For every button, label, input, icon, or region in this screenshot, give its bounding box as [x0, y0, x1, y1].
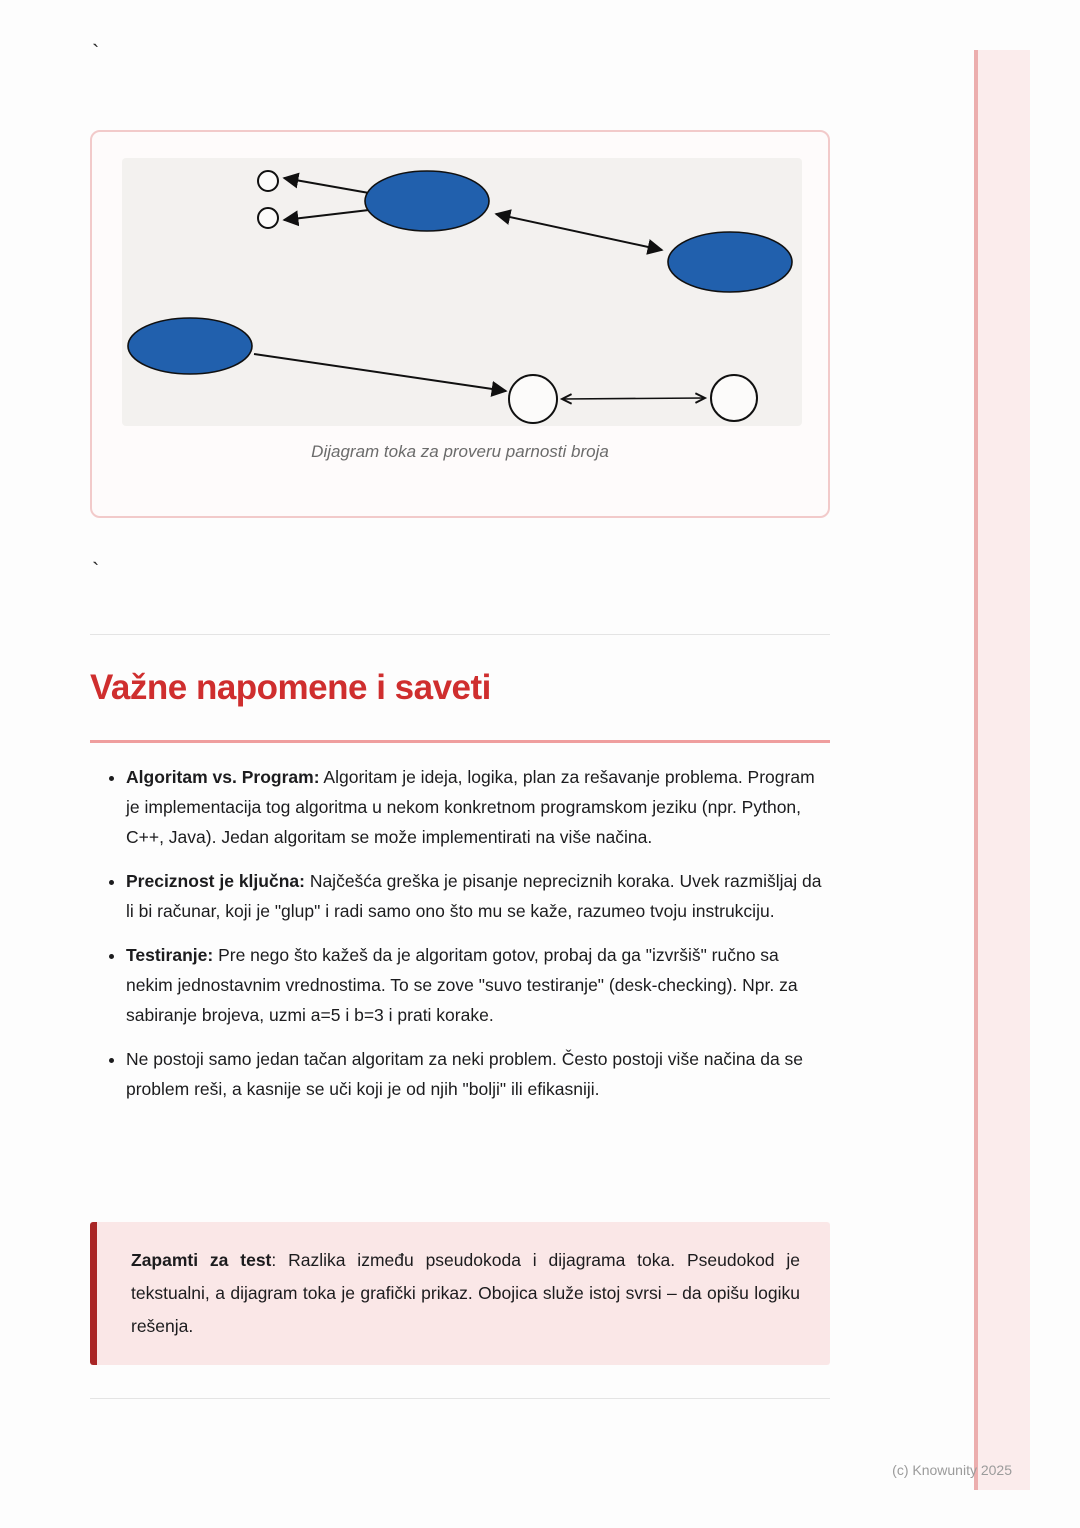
double-arrow-bottom — [562, 398, 705, 399]
callout-body: : Razlika između pseudokoda i dijagrama toka. Pseudokod je tekstualni, a dijagram toka je grafički prikaz. Obojica služe istoj svrsi – da opišu logiku rešenja. — [131, 1250, 800, 1336]
section-divider-bottom — [90, 1398, 830, 1399]
ellipse-node-top — [365, 171, 489, 231]
stray-backtick-bottom: ` — [92, 558, 100, 583]
list-item-text: Najčešća greška je pisanje nepreciznih koraka. Uvek razmišljaj da li bi računar, koji je "glup" i radi samo ono što mu se kaže, razumeo tvoju instrukciju. — [126, 871, 822, 921]
arrow-left-to-bottom-circle — [254, 354, 506, 391]
list-item-text: Ne postoji samo jedan tačan algoritam za neki problem. Često postoji više načina da se problem reši, a kasnije se uči koji je od njih "bolji" ili efikasniji. — [126, 1049, 804, 1099]
callout-box — [90, 1222, 830, 1365]
diagram-area — [122, 158, 802, 426]
list-item — [126, 762, 830, 852]
list-item — [126, 866, 830, 926]
list-item-text: Pre nego što kažeš da je algoritam gotov, probaj da ga "izvršiš" ručno sa nekim jednostavnim vrednostima. To se zove "suvo testiranje" (desk-checking). Npr. za sabiranje brojeva, uzmi a=5 i b=3 i prati korake. — [126, 945, 798, 1025]
section-title: Važne napomene i saveti — [90, 668, 491, 707]
arrow-to-small-circle-1 — [284, 178, 369, 193]
flowchart-diagram — [122, 158, 802, 426]
list-item-lead: Testiranje: — [126, 945, 214, 965]
arrow-to-small-circle-2 — [284, 210, 369, 220]
small-circle-node-2 — [258, 208, 278, 228]
notes-list — [90, 762, 830, 1118]
bottom-circle-node-1 — [509, 375, 557, 423]
ellipse-node-right — [668, 232, 792, 292]
copyright-text: (c) Knowunity 2025 — [892, 1462, 1012, 1478]
figure-caption: Dijagram toka za proveru parnosti broja — [311, 442, 609, 461]
callout-lead: Zapamti za test — [131, 1250, 272, 1270]
section-divider-top — [90, 634, 830, 635]
list-item-lead: Preciznost je ključna: — [126, 871, 305, 891]
ellipse-node-left — [128, 318, 252, 374]
figure-card — [90, 130, 830, 518]
double-arrow-top-right — [496, 214, 662, 250]
list-item — [126, 1044, 830, 1104]
callout-text — [131, 1244, 800, 1343]
list-item-text: Algoritam je ideja, logika, plan za rešavanje problema. Program je implementacija tog algoritma u nekom konkretnom programskom jeziku (npr. Python, C++, Java). Jedan algoritam se može implementirati na više načina. — [126, 767, 815, 847]
list-item — [126, 940, 830, 1030]
bottom-circle-node-2 — [711, 375, 757, 421]
small-circle-node-1 — [258, 171, 278, 191]
title-underline — [90, 740, 830, 743]
right-edge-stripe — [974, 50, 1030, 1490]
stray-backtick-top: ` — [92, 40, 100, 65]
list-item-lead: Algoritam vs. Program: — [126, 767, 320, 787]
